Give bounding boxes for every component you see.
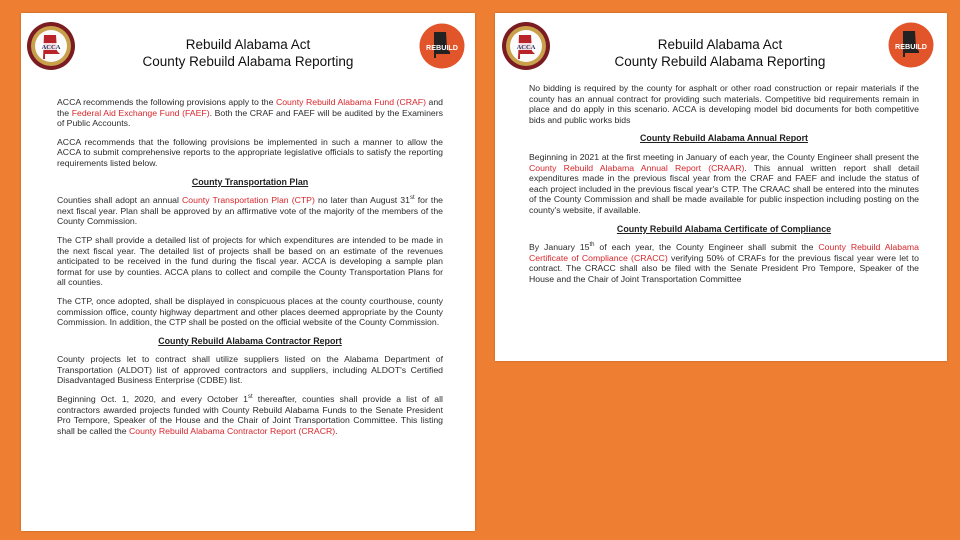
document-page-right (495, 13, 947, 361)
title-line-2: County Rebuild Alabama Reporting (142, 54, 354, 69)
paragraph: By January 15th of each year, the County Engineer shall submit the County Rebuild Alabama Certificate of Compliance (CRACC) verifying 50% of CRAFs for the previous fiscal year were let to contract. The CRACC shall also be filed with the Senate President Pro Tempore, Speaker of the House and the Chair of Joint Transportation Committee (529, 242, 919, 284)
title-line-1: Rebuild Alabama Act (657, 37, 783, 52)
svg-text:REBUILD: REBUILD (895, 42, 927, 51)
paragraph: ACCA recommends that the following provisions be implemented in such a manner to allow the ACCA to submit comprehensive reports to the appropriate legislative officials to satisfy the reporting requirements listed below. (57, 136, 443, 168)
paragraph: The CTP shall provide a detailed list of projects for which expenditures are intended to be made in the next fiscal year. The detailed list of projects shall be based on an estimate of the revenues anticipated to be received in the fund during the fiscal year. ACCA is developing a sample plan format for use by counties. ACCA plans to collect and compile the County Transportation Plans for all counties. (57, 234, 443, 288)
rebuild-badge-logo (888, 22, 934, 68)
section-heading: County Rebuild Alabama Annual Report (640, 133, 808, 144)
paragraph: Beginning Oct. 1, 2020, and every October 1st thereafter, counties shall provide a list of all contractors awarded projects funded with County Rebuild Alabama Funds to the Senate President Pro Tempore, Speaker of the House and the Chair of Joint Transportation Committee. This listing shall be called the County Rebuild Alabama Contractor Report (CRACR). (57, 394, 443, 436)
svg-text:ACCA: ACCA (516, 44, 536, 51)
paragraph: The CTP, once adopted, shall be displayed in conspicuous places at the county courthouse, county commission office, county highway department and other places deemed appropriate by the County Commission. In addition, the CTP shall be posted on the official website of the County Commission. (57, 295, 443, 328)
title-line-1: Rebuild Alabama Act (185, 37, 311, 52)
page-title (121, 36, 375, 70)
paragraph: County projects let to contract shall utilize suppliers listed on the Alabama Department of Transportation (ALDOT) list of approved contractors and suppliers, including ALDOT's Certified Disadvantaged Business Enterprise (CDBE) list. (57, 354, 443, 386)
acca-seal-logo (26, 21, 76, 71)
acca-seal-logo (501, 21, 551, 71)
document-body (57, 97, 443, 444)
document-body (529, 83, 919, 293)
section-heading: County Rebuild Alabama Contractor Report (158, 335, 342, 346)
document-page-left (21, 13, 475, 531)
title-line-2: County Rebuild Alabama Reporting (614, 54, 826, 69)
paragraph: No bidding is required by the county for asphalt or other road construction or repair materials if the county has an annual contract for providing such materials. Competitive bid requirements remain in place and do apply in this scenario. ACCA is developing model bid documents for both competitive bids and public works bids (529, 83, 919, 125)
paragraph: Counties shall adopt an annual County Transportation Plan (CTP) no later than August 31st for the next fiscal year. Plan shall be approved by an affirmative vote of the majority of the members of the County Commission. (57, 195, 443, 227)
svg-text:REBUILD: REBUILD (426, 43, 458, 52)
paragraph: Beginning in 2021 at the first meeting in January of each year, the County Engineer shall present the County Rebuild Alabama Annual Report (CRAAR). This annual written report shall detail expenditures made in the previous fiscal year from the CRAF and FAEF and include the status of each project included in the previous fiscal year's CTP. The CRAAC shall be entered into the minutes of the County Commission and shall be made available for public inspection including posting on the county's website, if available. (529, 151, 919, 215)
svg-text:ACCA: ACCA (41, 44, 61, 51)
section-heading: County Transportation Plan (191, 176, 309, 187)
page-title (593, 36, 847, 70)
section-heading: County Rebuild Alabama Certificate of Compliance (616, 223, 832, 234)
rebuild-badge-logo (419, 23, 465, 69)
paragraph: ACCA recommends the following provisions apply to the County Rebuild Alabama Fund (CRAF) and the Federal Aid Exchange Fund (FAEF). Both the CRAF and FAEF will be audited by the Examiners of Public Accounts. (57, 97, 443, 129)
